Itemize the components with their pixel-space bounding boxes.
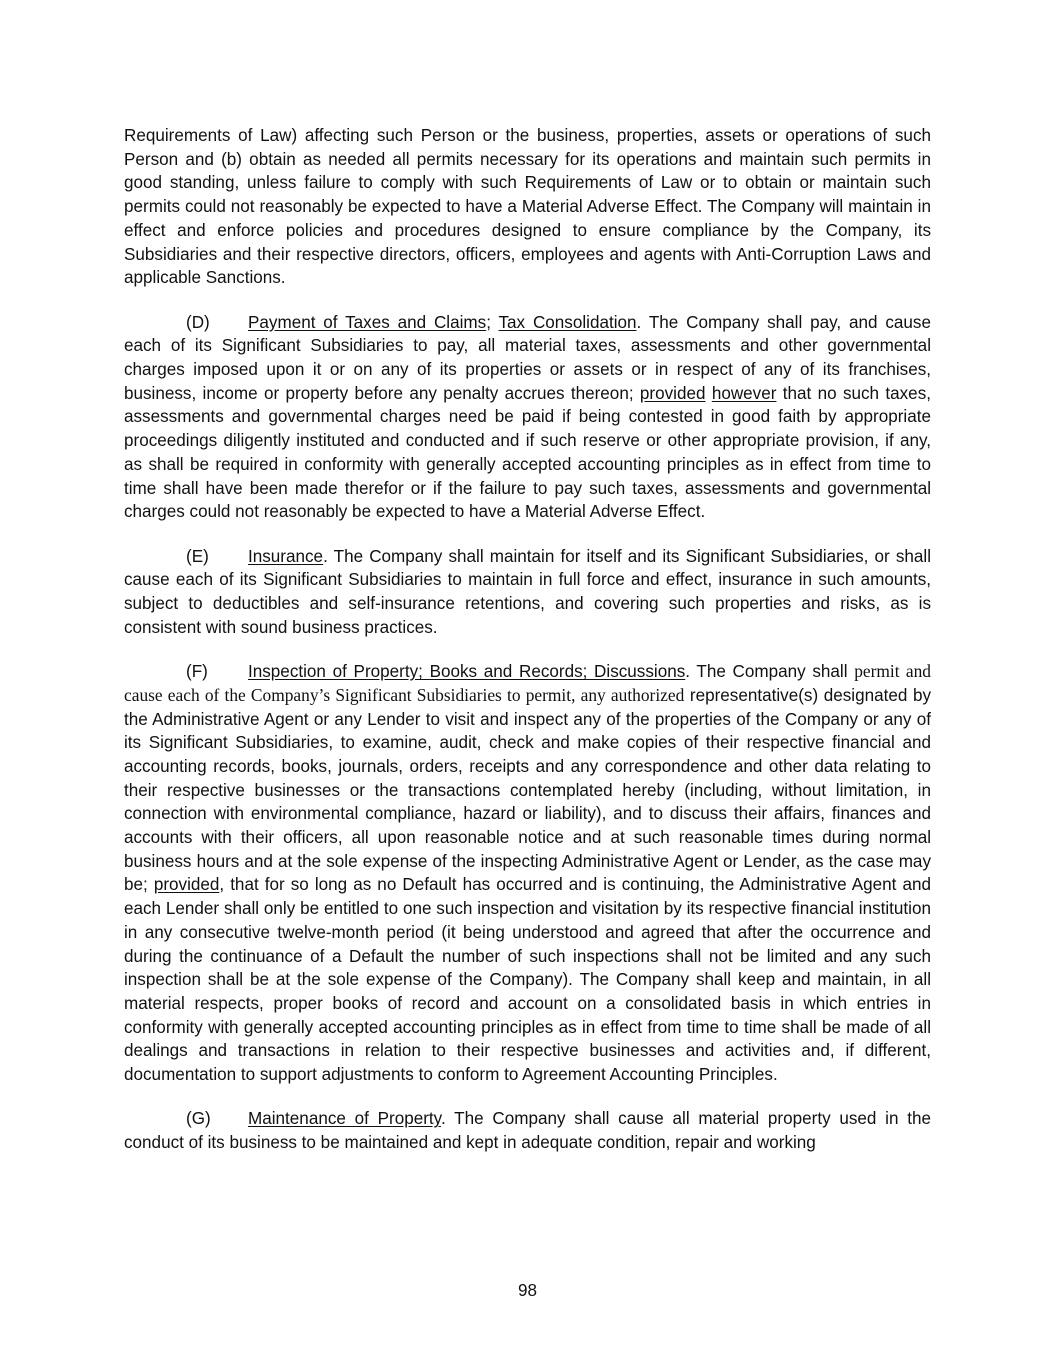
paragraph-c-continuation: Requirements of Law) affecting such Person or the business, properties, assets or operations of such Person and (b) obtain as needed all permits necessary for its operations and maintain such permits in good standing, unless failure to comply with such Requirements of Law or to obtain or maintain such permits could not reasonably be expected to have a Material Adverse Effect. The Company will maintain in effect and enforce policies and procedures designed to ensure compliance by the Company, its Subsidiaries and their respective directors, officers, employees and agents with Anti-Corruption Laws and applicable Sanctions. (124, 126, 931, 288)
paragraph-f-text-3: , that for so long as no Default has occurred and is continuing, the Administrative Agent and each Lender shall only be entitled to one such inspection and visitation by its respective financial institution in any consecutive twelve-month period (it being understood and agreed that after the occurrence and during the continuance of a Default the number of such inspections shall not be limited and any such inspection shall be at the sole expense of the Company). The Company shall keep and maintain, in all material respects, proper books of record and account on a consolidated basis in which entries in conformity with generally accepted accounting principles as in effect from time to time shall be made of all dealings and transactions in relation to their respective businesses and activities and, if different, documentation to support adjustments to conform to Agreement Accounting Principles. (124, 875, 931, 1085)
paragraph-e (124, 545, 931, 640)
section-number-f: (F) (186, 662, 208, 682)
section-heading-d-consolidation: Tax Consolidation (498, 312, 637, 332)
section-heading-g: Maintenance of Property (248, 1109, 441, 1129)
section-number-g: (G) (186, 1109, 211, 1129)
page-number: 98 (517, 1281, 537, 1300)
section-number-d: (D) (186, 312, 210, 332)
paragraph-d-text-1: . The Company shall pay, and cause each of its Significant Subsidiaries to pay, all material taxes, assessments and other governmental charges imposed upon it or on any of its properties or assets or in respect of any of its franchises, business, income or property before any penalty accrues thereon; (124, 312, 931, 403)
paragraph-f (124, 660, 931, 1087)
paragraph-e-text: . The Company shall maintain for itself and its Significant Subsidiaries, or shall cause each of its Significant Subsidiaries to maintain in full force and effect, insurance in such amounts, subject to deductibles and self-insurance retentions, and covering such properties and risks, as is consistent with sound business practices. (124, 546, 931, 637)
paragraph-g-text: . The Company shall cause all material property used in the conduct of its business to be maintained and kept in adequate condition, repair and working (124, 1109, 931, 1153)
provided-term-f: provided (153, 875, 220, 895)
provided-term: provided (639, 383, 706, 403)
paragraph-d-text-2: that no such taxes, assessments and governmental charges need be paid if being contested in good faith by appropriate proceedings diligently instituted and conducted and if such reserve or other appropriate provision, if any, as shall be required in conformity with generally accepted accounting principles as in effect from time to time shall have been made therefor or if the failure to pay such taxes, assessments and governmental charges could not reasonably be expected to have a Material Adverse Effect. (124, 383, 931, 522)
paragraph-f-serif-text: permit and cause each of the Company’s Significant Subsidiaries to permit, any authorized (124, 661, 931, 705)
section-heading-f: Inspection of Property; Books and Records; Discussions (248, 662, 686, 682)
section-heading-e: Insurance (248, 546, 324, 566)
section-heading-d-separator: ; (486, 312, 499, 332)
paragraph-f-text-2: representative(s) designated by the Administrative Agent or any Lender to visit and inspect any of the properties of the Company or any of its Significant Subsidiaries, to examine, audit, check and make copies of their respective financial and accounting records, books, journals, orders, receipts and any correspondence and other data relating to their respective businesses or the transactions contemplated hereby (including, without limitation, in connection with environmental compliance, hazard or liability), and to discuss their affairs, finances and accounts with their officers, all upon reasonable notice and at such reasonable times during normal business hours and at the sole expense of the inspecting Administrative Agent or Lender, as the case may be; (124, 685, 931, 895)
however-term: however (711, 383, 777, 403)
paragraph-f-text-1: . The Company shall (685, 662, 855, 682)
body-text (124, 124, 931, 1176)
paragraph-d (124, 311, 931, 524)
paragraph-g (124, 1107, 931, 1154)
section-number-e: (E) (186, 546, 209, 566)
section-heading-d-taxes: Payment of Taxes and Claims (248, 312, 487, 332)
